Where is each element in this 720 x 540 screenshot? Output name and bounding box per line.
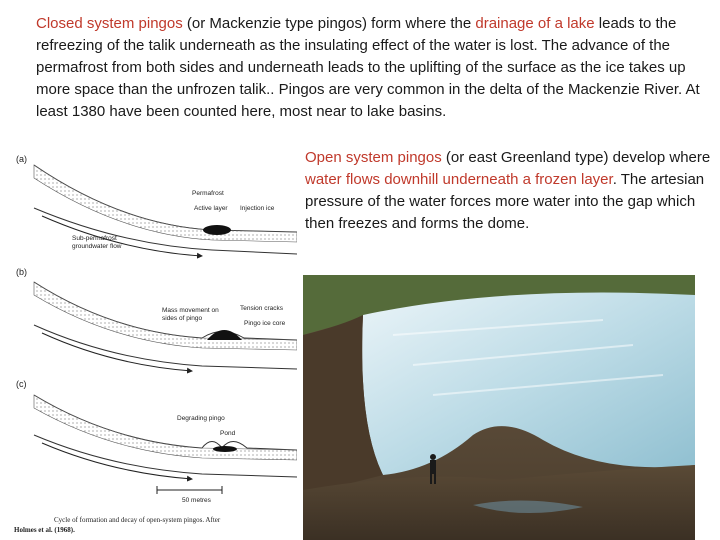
panel-c	[16, 379, 297, 479]
panel-a	[16, 154, 297, 256]
panel-b	[16, 267, 297, 371]
closed-system-text-a: (or Mackenzie type pingos) form where the	[182, 15, 476, 32]
lake-drainage-highlight: drainage of a lake	[475, 15, 595, 32]
label-mass-movement-1: Mass movement on	[162, 307, 219, 314]
open-system-paragraph	[305, 147, 717, 235]
open-system-term: Open system pingos	[305, 149, 442, 166]
label-sub-permafrost-1: Sub-permafrost	[72, 235, 117, 242]
active-layer-a	[34, 165, 297, 242]
panel-b-letter: (b)	[16, 267, 27, 277]
open-system-text-b: . The artesian pressure of the water forces more water into the gap which then freezes and forms the dome.	[305, 171, 705, 232]
water-flow-highlight: water flows downhill underneath a frozen layer	[305, 171, 613, 188]
label-tension-cracks: Tension cracks	[240, 305, 283, 312]
label-permafrost: Permafrost	[192, 190, 224, 197]
label-mass-movement-2: sides of pingo	[162, 315, 203, 322]
label-pond: Pond	[220, 430, 236, 437]
label-injection-ice: Injection ice	[240, 205, 275, 212]
closed-system-paragraph	[36, 13, 716, 123]
label-degrading-pingo: Degrading pingo	[177, 415, 225, 422]
injection-ice-a	[203, 225, 231, 235]
active-layer-c	[34, 395, 297, 460]
diagram-caption-line1: Cycle of formation and decay of open-system pingos. After	[54, 516, 221, 524]
diagram-caption-line2: Holmes et al. (1968).	[14, 526, 75, 534]
panel-c-letter: (c)	[16, 379, 27, 389]
scale-label: 50 metres	[182, 497, 211, 504]
label-sub-permafrost-2: groundwater flow	[72, 243, 122, 250]
pingo-cycle-diagram	[12, 150, 297, 540]
pingo-ice-core-photo	[303, 275, 695, 540]
closed-system-term: Closed system pingos	[36, 15, 183, 32]
panel-a-letter: (a)	[16, 154, 27, 164]
pond-c	[213, 446, 237, 452]
label-pingo-ice-core: Pingo ice core	[244, 320, 286, 327]
label-active-layer: Active layer	[194, 205, 228, 212]
closed-system-text-b: leads to the refreezing of the talik underneath as the insulating effect of the water is lost. The advance of the permafrost from both sides and underneath leads to the uplifting of the surface as the ice takes up more space than the unfrozen talik.. Pingos are very common in the delta of the Mackenzie River. At least 1380 have been counted here, most near to lake basins.	[36, 15, 700, 120]
pingo-ice-core-b	[207, 330, 242, 340]
scale-bar	[157, 486, 222, 504]
open-system-text-a: (or east Greenland type) develop where	[441, 149, 711, 166]
